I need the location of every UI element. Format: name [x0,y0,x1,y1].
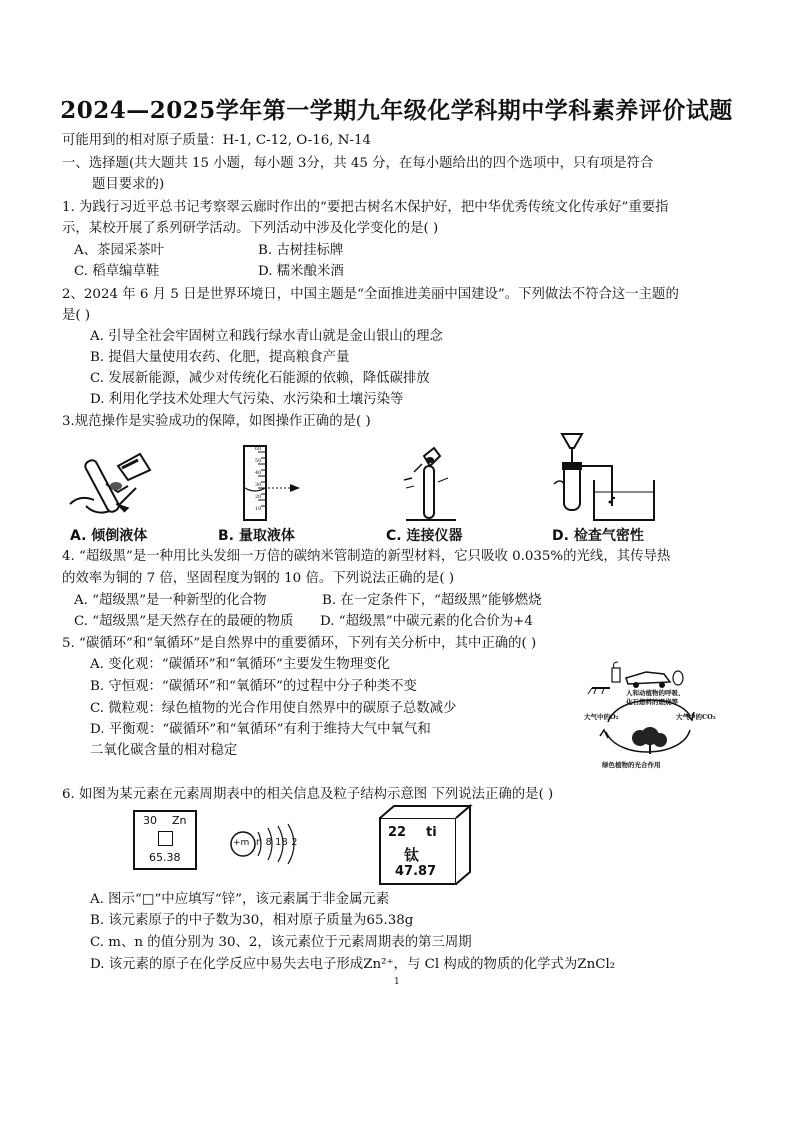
q4-stem-line2: 的效率为铜的 7 倍，坚固程度为钢的 10 倍。下列说法正确的是( ) [62,571,455,586]
q1-option-d: D. 糯米酿米酒 [258,264,344,279]
page-number: 1 [394,977,400,987]
cycle-label-photosynthesis: 绿色植物的光合作用 [602,761,661,769]
q6-option-c: C. m、n 的值分别为 30、2，该元素位于元素周期表的第三周期 [90,935,472,950]
section-heading-line2: 题目要求的) [92,177,165,192]
cylinder-tick-10: 10 [255,506,262,512]
cylinder-tick-60: 60 [255,446,262,452]
q6-option-a: A. 图示“□”中应填写“锌”，该元素属于非金属元素 [90,892,390,907]
q2-option-b: B. 提倡大量使用农药、化肥，提高粮食产量 [90,350,350,365]
figure-d-caption: D. 检查气密性 [552,528,644,544]
q1-option-c: C. 稻草编草鞋 [74,264,160,279]
q6-stem: 6. 如图为某元素在元素周期表中的相关信息及粒子结构示意图 下列说法正确的是( ) [62,787,554,802]
cycle-label-atmospheric-co2: 大气中的CO₂ [676,713,716,721]
cylinder-tick-30: 30 [255,482,262,488]
ti-atomic-mass: 47.87 [395,864,437,879]
nucleus-charge: +m [233,838,250,848]
figure-c-caption: C. 连接仪器 [386,528,463,544]
q1-stem-line2: 示，某校开展了系列研学活动。下列活动中涉及化学变化的是( ) [62,221,439,236]
q5-option-a: A. 变化观：“碳循环”和“氧循环”主要发生物理变化 [90,657,390,672]
q2-stem-line1: 2、2024 年 6 月 5 日是世界环境日，中国主题是“全面推进美丽中国建设”。下列做法不符合这一主题的 [62,287,679,302]
q4-option-a: A. “超级黑”是一种新型的化合物 [74,593,267,608]
q5-option-d-line1: D. 平衡观：“碳循环”和“氧循环”有利于维持大气中氧气和 [90,722,431,737]
zn-name-blank-box [158,831,173,846]
airtightness-check-figure [550,432,660,524]
ti-symbol: ti [426,825,437,840]
graduated-cylinder-figure [232,444,312,524]
q2-option-d: D. 利用化学技术处理大气污染、水污染和土壤污染等 [90,392,404,407]
connecting-instruments-figure [396,446,466,522]
cylinder-tick-40: 40 [255,470,262,476]
cycle-label-atmospheric-o2: 大气中的O₂ [584,713,619,721]
figure-b-caption: B. 量取液体 [218,528,295,544]
ti-element-name: 钛 [404,846,420,864]
q5-stem: 5. “碳循环”和“氧循环”是自然界中的重要循环，下列有关分析中，其中正确的( ) [62,636,537,651]
q1-option-a: A、茶园采茶叶 [74,243,165,258]
cylinder-tick-20: 20 [255,494,262,500]
q2-option-a: A. 引导全社会牢固树立和践行绿水青山就是金山银山的理念 [90,329,443,344]
section-heading-line1: 一、选择题(共大题共 15 小题，每小题 3分，共 45 分，在每小题给出的四个选项中，只有项是符合 [62,156,654,171]
q2-stem-line2: 是( ) [62,308,91,323]
q1-option-b: B. 古树挂标牌 [258,243,344,258]
q5-option-b: B. 守恒观：“碳循环”和“氧循环”的过程中分子种类不变 [90,679,417,694]
q5-option-d-line2: 二氧化碳含量的相对稳定 [90,743,238,758]
q4-stem-line1: 4. “超级黑”是一种用比头发细一万倍的碳纳米管制造的新型材料，它只吸收 0.035%的光线，其传导热 [62,549,671,564]
q4-option-d: D. “超级黑”中碳元素的化合价为+4 [320,614,533,629]
q1-stem-line1: 1. 为践行习近平总书记考察翠云廊时作出的“要把古树名木保护好，把中华优秀传统文化传承好”重要指 [62,200,669,215]
q5-option-c: C. 微粒观：绿色植物的光合作用使自然界中的碳原子总数减少 [90,701,457,716]
pouring-liquid-figure [66,446,162,522]
q6-option-d: D. 该元素的原子在化学反应中易失去电子形成Zn²⁺，与 Cl 构成的物质的化学式为ZnCl₂ [90,957,616,972]
q4-option-b: B. 在一定条件下，“超级黑”能够燃烧 [322,593,542,608]
cycle-label-respiration: 人和动植物的呼吸、 [626,689,685,697]
q3-stem: 3.规范操作是实验成功的保障，如图操作正确的是( ) [62,414,371,429]
cycle-label-combustion: 化石燃料的燃烧等 [626,698,678,706]
zn-atomic-number: 30 [143,814,157,827]
zn-atomic-mass: 65.38 [149,851,181,864]
atomic-mass-note: 可能用到的相对原子质量：H-1, C-12, O-16, N-14 [62,133,372,148]
cylinder-tick-50: 50 [255,458,262,464]
zn-symbol: Zn [172,814,187,827]
figure-a-caption: A. 倾倒液体 [70,528,148,544]
q2-option-c: C. 发展新能源，减少对传统化石能源的依赖，降低碳排放 [90,371,430,386]
page-title: 2024—2025学年第一学期九年级化学科期中学科素养评价试题 [60,97,733,124]
ti-atomic-number: 22 [388,825,407,840]
electron-shells: n 8 18 2 [256,837,298,848]
q4-option-c: C. “超级黑”是天然存在的最硬的物质 [74,614,294,629]
q6-option-b: B. 该元素原子的中子数为30，相对原子质量为65.38g [90,913,414,928]
